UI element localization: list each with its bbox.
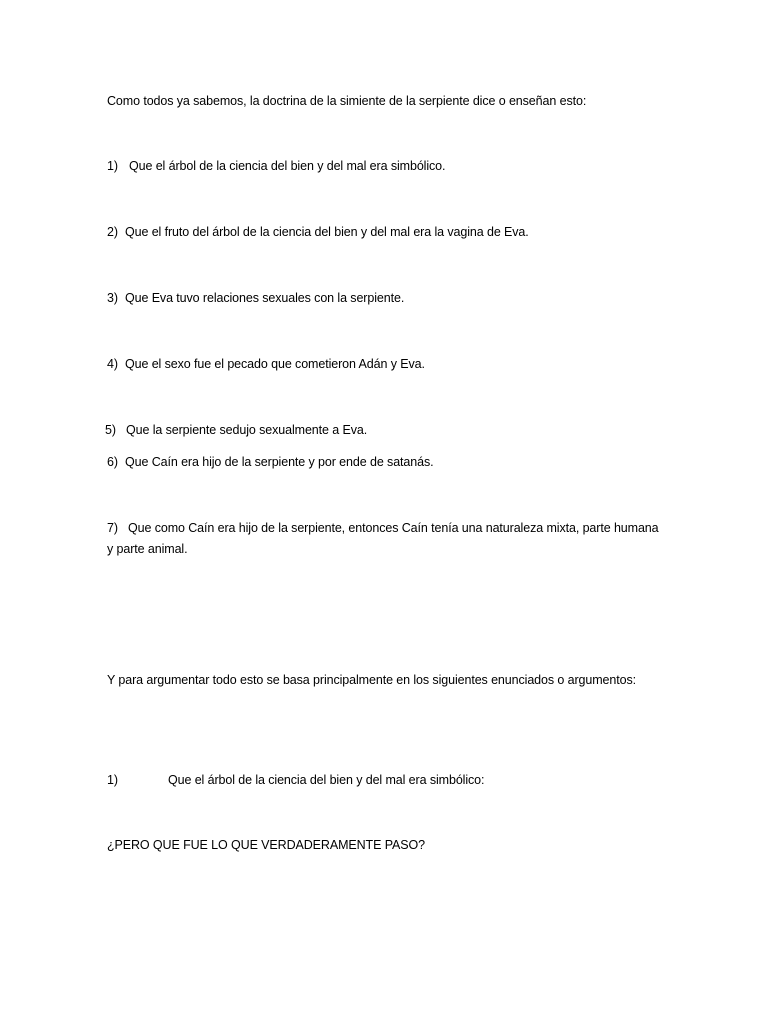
- argument-item-1: [107, 770, 484, 791]
- list-number: 4): [107, 357, 118, 371]
- list-item-3: [107, 288, 404, 309]
- list-text: Que el árbol de la ciencia del bien y del mal era simbólico:: [168, 773, 485, 787]
- list-number: 6): [107, 455, 118, 469]
- list-number: 1): [107, 773, 118, 787]
- question-heading: ¿PERO QUE FUE LO QUE VERDADERAMENTE PASO?: [107, 838, 425, 852]
- list-item-6: [107, 452, 434, 473]
- list-number: 7): [107, 521, 118, 535]
- list-item-1: [107, 156, 445, 177]
- list-text: Que como Caín era hijo de la serpiente, entonces Caín tenía una naturaleza mixta, parte humana y parte animal.: [107, 521, 659, 556]
- list-number: 5): [105, 423, 116, 437]
- list-text: Que el fruto del árbol de la ciencia del bien y del mal era la vagina de Eva.: [125, 225, 529, 239]
- intro-paragraph: Como todos ya sabemos, la doctrina de la simiente de la serpiente dice o enseñan esto:: [107, 94, 587, 108]
- list-number: 3): [107, 291, 118, 305]
- list-item-4: [107, 354, 425, 375]
- list-text: Que Caín era hijo de la serpiente y por ende de satanás.: [125, 455, 434, 469]
- list-item-2: [107, 222, 529, 243]
- list-item-7: [107, 518, 667, 560]
- list-text: Que la serpiente sedujo sexualmente a Eva.: [126, 423, 368, 437]
- list-number: 1): [107, 159, 118, 173]
- list-item-5: [105, 420, 367, 441]
- list-number: 2): [107, 225, 118, 239]
- argument-intro-paragraph: Y para argumentar todo esto se basa principalmente en los siguientes enunciados o argumentos:: [107, 673, 637, 687]
- list-text: Que el árbol de la ciencia del bien y del mal era simbólico.: [129, 159, 446, 173]
- list-text: Que Eva tuvo relaciones sexuales con la serpiente.: [125, 291, 405, 305]
- list-text: Que el sexo fue el pecado que cometieron Adán y Eva.: [125, 357, 425, 371]
